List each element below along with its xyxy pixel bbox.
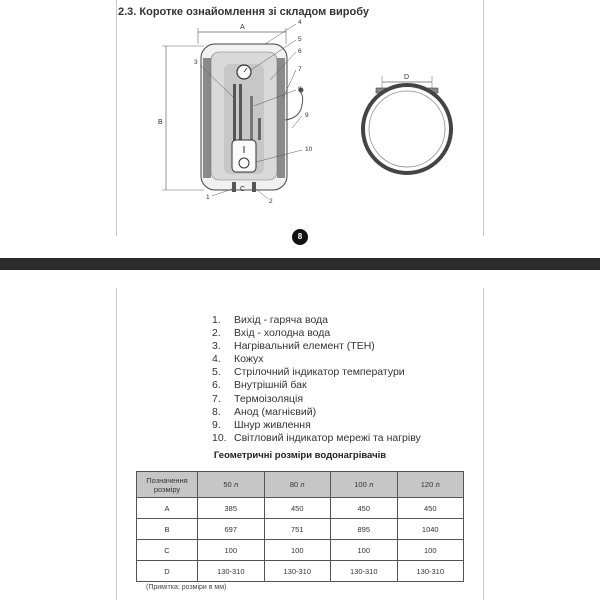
water-heater-diagram — [0, 0, 600, 258]
table-cell: 100 — [264, 540, 331, 561]
page-border-right — [483, 288, 484, 600]
list-item: 1. Вихід - гаряча вода — [212, 314, 329, 326]
label-a: A — [240, 24, 245, 31]
power-cord — [285, 92, 303, 120]
table-cell: 450 — [397, 498, 464, 519]
label-b: B — [158, 119, 163, 126]
column-header: 80 л — [264, 472, 331, 498]
column-header: 120 л — [397, 472, 464, 498]
insulation-left — [203, 58, 211, 178]
manual-page-bottom — [0, 270, 600, 600]
list-item: 9. Шнур живлення — [212, 418, 311, 431]
list-item: 3. Нагрівальний елемент (ТЕН) — [212, 340, 375, 353]
anode — [250, 96, 253, 144]
table-cell: 130-310 — [331, 561, 398, 582]
table-title: Геометричні розміри водонагрівачів — [213, 450, 387, 461]
hot-water-pipe — [232, 182, 236, 192]
label-c: C — [240, 186, 246, 193]
manual-page-top — [0, 0, 600, 258]
row-label: D — [137, 561, 198, 582]
dimensions-table — [136, 471, 464, 582]
list-item: 4. Кожух — [212, 353, 264, 366]
table-cell: 697 — [198, 519, 265, 540]
table-row — [137, 540, 464, 561]
row-label: B — [137, 519, 198, 540]
callout-4: 4 — [298, 19, 302, 26]
table-cell: 1040 — [397, 519, 464, 540]
callout-9: 9 — [305, 112, 309, 119]
list-item: 5. Стрілочний індикатор температури — [212, 366, 405, 379]
table-cell: 450 — [264, 498, 331, 519]
row-label: C — [137, 540, 198, 561]
table-cell: 100 — [397, 540, 464, 561]
table-cell: 100 — [198, 540, 265, 561]
callout-10: 10 — [305, 146, 313, 153]
callout-2: 2 — [269, 198, 273, 205]
table-cell: 751 — [264, 519, 331, 540]
callout-6: 6 — [298, 48, 302, 55]
table-note: (Примітка: розміри в мм) — [146, 584, 227, 591]
label-d: D — [404, 74, 410, 81]
table-cell: 385 — [198, 498, 265, 519]
column-header: Позначення розміру — [137, 472, 198, 498]
table-row — [137, 498, 464, 519]
callout-1: 1 — [206, 194, 210, 201]
table-header-row — [137, 472, 464, 498]
list-item: 2. Вхід - холодна вода — [212, 327, 331, 340]
cold-water-pipe — [252, 182, 256, 192]
section-heading: 2.3. Коротке ознайомлення зі складом виробу — [118, 6, 369, 18]
control-panel — [232, 140, 256, 172]
page-number-badge: 8 — [292, 229, 308, 245]
page-divider — [0, 258, 600, 270]
heater-top-view-inner — [369, 91, 445, 167]
thermostat-rod — [258, 118, 261, 140]
callout-5: 5 — [298, 36, 302, 43]
parts-list — [212, 314, 421, 445]
list-item: 7. Термоізоляція — [212, 392, 304, 405]
table-row — [137, 561, 464, 582]
table-cell: 130-310 — [198, 561, 265, 582]
table-cell: 100 — [331, 540, 398, 561]
list-item: 8. Анод (магнієвий) — [212, 405, 317, 418]
column-header: 50 л — [198, 472, 265, 498]
table-row — [137, 519, 464, 540]
callout-7: 7 — [298, 66, 302, 73]
callout-3: 3 — [194, 59, 198, 66]
table-cell: 130-310 — [264, 561, 331, 582]
table-cell: 450 — [331, 498, 398, 519]
insulation-right — [277, 58, 285, 178]
table-cell: 895 — [331, 519, 398, 540]
heating-element — [233, 84, 236, 144]
callout-8: 8 — [298, 86, 302, 93]
column-header: 100 л — [331, 472, 398, 498]
list-item: 10. Світловий індикатор мережі та нагріву — [212, 431, 421, 444]
page-border-left — [116, 288, 117, 600]
row-label: A — [137, 498, 198, 519]
table-cell: 130-310 — [397, 561, 464, 582]
list-item: 6. Внутрішній бак — [212, 379, 307, 392]
heating-element — [239, 84, 242, 144]
